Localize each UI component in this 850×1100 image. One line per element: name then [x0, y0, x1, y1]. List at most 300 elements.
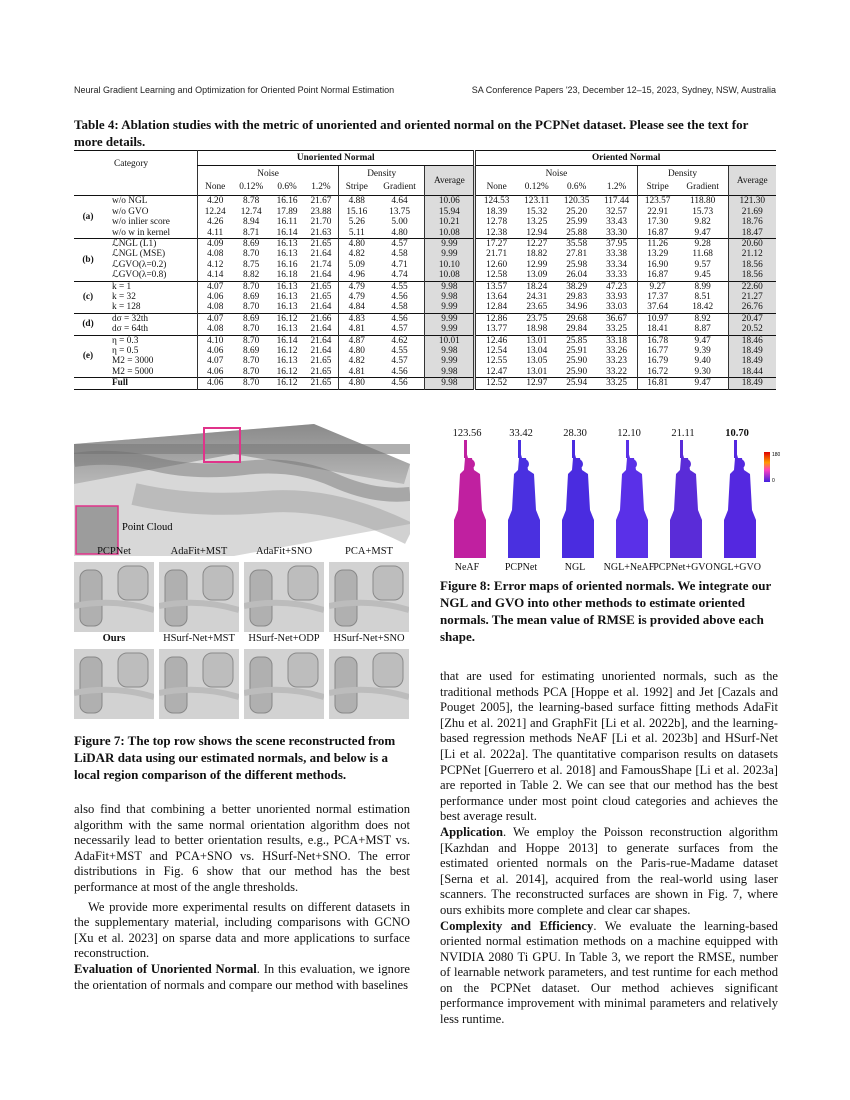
table4-cell: 9.98	[425, 346, 475, 356]
table4-group-label: (b)	[74, 238, 102, 281]
fig8-rmse-value: 21.11	[671, 428, 695, 439]
table4-cell: 33.18	[597, 335, 637, 346]
table4-oriented-density-header: Density	[637, 166, 728, 180]
table4-unoriented-header: Unoriented Normal	[198, 151, 475, 166]
fig7-caption: Figure 7: The top row shows the scene reconstructed from LiDAR data using our estimated normals, and below is a local region comparison of the different methods.	[74, 733, 396, 782]
table4-cell: 12.47	[475, 367, 517, 378]
table4-cell: 21.65	[310, 291, 332, 302]
table4-cell: 21.64	[310, 324, 332, 335]
fig8-caption: Figure 8: Error maps of oriented normals. We integrate our NGL and GVO into other methods to estimate oriented normals. The mean value of RMSE is provided above each shape.	[440, 578, 771, 644]
table4-cell: 29.84	[566, 324, 588, 335]
left-paragraph-1: also find that combining a better unoriented normal estimation algorithm with the same normal orientation algorithm does not necessarily lead to better orientation results, e.g., PCA+MST vs. AdaFit+MST and PCA+SNO vs. HSurf-Net+SNO. The error distributions in Fig. 6 show that our method has the best performance at most of the angle thresholds.	[74, 802, 410, 894]
table4-cell: 4.20	[198, 196, 232, 207]
table4-cell: 16.78	[637, 335, 678, 346]
table4-cell: 9.40	[694, 356, 711, 367]
right-paragraph-2-title: Application	[440, 824, 503, 839]
table4-cell: 4.56	[375, 313, 425, 324]
table4-cell: 4.87	[338, 335, 374, 346]
table4-cell: 16.13	[276, 302, 298, 313]
table4-cell: 4.07	[198, 281, 232, 292]
table4-cell: 37.95	[597, 238, 637, 249]
table4-cell: 4.58	[391, 249, 408, 260]
fig8-colorbar-max: 180	[772, 452, 780, 458]
table4-cell: 8.70	[243, 366, 260, 377]
table4-cell: 4.08	[198, 249, 232, 259]
table4-cell: 5.26	[338, 217, 374, 227]
table4-cell: 16.13	[270, 281, 304, 292]
table4-cell: 16.13	[276, 356, 298, 367]
table4-oriented-subheader: 0.6%	[566, 182, 587, 193]
table-row	[74, 367, 776, 378]
table4-cell: 21.27	[728, 292, 776, 302]
table4-cell: 8.94	[243, 217, 260, 228]
table4-cell: 9.82	[694, 217, 711, 228]
table4-cell: 4.82	[338, 249, 374, 259]
table4-row-label: M2 = 3000	[112, 356, 154, 367]
table4-cell: 21.64	[310, 249, 332, 260]
table4-cell: 21.71	[475, 249, 517, 259]
table4-cell: 4.55	[375, 281, 425, 292]
table4-cell: 4.83	[338, 313, 374, 324]
table4-cell: 9.99	[425, 302, 475, 313]
fig7-point-cloud-label: Point Cloud	[122, 522, 173, 533]
table4-oriented-average-header: Average	[728, 166, 776, 196]
table4-cell: 8.70	[232, 281, 270, 292]
table4-cell: 15.32	[526, 206, 548, 217]
table4-cell: 32.57	[606, 206, 628, 217]
table4-cell: 11.68	[692, 249, 713, 260]
table4-cell: 12.55	[475, 356, 517, 366]
table4-cell: 4.56	[391, 366, 408, 377]
fig8-method-label: NGL+GVO	[713, 562, 761, 573]
table4-cell: 121.30	[728, 196, 776, 207]
table4-cell: 18.42	[692, 302, 714, 313]
table4-cell: 18.44	[728, 367, 776, 378]
table-row	[74, 302, 776, 313]
table4-cell: 18.49	[728, 378, 776, 389]
table4-cell: 4.07	[198, 313, 232, 324]
table4-cell: 10.08	[425, 228, 475, 239]
table4-unoriented-noise-header: Noise	[198, 166, 339, 180]
table4-oriented-header: Oriented Normal	[475, 151, 776, 166]
right-paragraph-3: . We evaluate the learning-based oriented normal estimation methods on a machine equipped with NVIDIA 2080 Ti GPU. In Table 3, we report the RMSE, number of learnable network parameters, and test runtime for each method on the PCPNet dataset. Our method achieves significant performance improvement with minimal parameters and relatively less runtime.	[440, 918, 778, 1027]
fig8-rmse-value: 28.30	[563, 428, 587, 439]
table4-cell: 16.12	[270, 378, 304, 389]
table4-row-label: w/o GVO	[112, 206, 149, 217]
fig7-local-region-image	[159, 562, 239, 632]
table4-cell: 21.64	[310, 302, 332, 313]
table4-cell: 25.20	[566, 206, 588, 217]
table4-cell: 4.79	[338, 292, 374, 302]
fig7-method-label: AdaFit+SNO	[255, 546, 313, 557]
table4-cell: 16.13	[276, 324, 298, 335]
table4-cell: 4.06	[198, 367, 232, 378]
table4-cell: 16.16	[276, 259, 298, 270]
fig7-method-label: HSurf-Net+ODP	[248, 633, 320, 644]
table4-cell: 25.88	[566, 227, 588, 238]
table4-cell: 12.60	[475, 260, 517, 270]
table4-cell: 10.10	[425, 260, 475, 270]
fig7-local-region-image	[329, 562, 409, 632]
fig8-error-maps	[440, 440, 780, 564]
table4-cell: 16.13	[276, 291, 298, 302]
table4-cell: 9.99	[425, 356, 475, 366]
table4-row-label: M2 = 5000	[112, 366, 154, 377]
table4-cell: 16.72	[637, 367, 678, 378]
table4-cell: 13.57	[475, 281, 517, 292]
table4-cell: 21.65	[304, 238, 338, 249]
table4-cell: 21.65	[310, 366, 332, 377]
table4-cell: 12.27	[517, 238, 557, 249]
table4-cell: 33.22	[606, 366, 628, 377]
table4-cell: 10.21	[425, 217, 475, 227]
table4-cell: 33.30	[606, 227, 628, 238]
table4-row-label: w/o w in kernel	[112, 227, 171, 238]
table4-cell: 4.09	[198, 238, 232, 249]
table4-cell: 9.45	[694, 270, 711, 281]
table4-cell: 15.16	[338, 207, 374, 217]
table4-cell: 16.12	[270, 313, 304, 324]
table4-cell: 21.65	[310, 356, 332, 367]
fig8-method-label: PCPNet	[504, 562, 538, 573]
table4-cell: 8.51	[694, 291, 711, 302]
table4-cell: 25.85	[557, 335, 597, 346]
table-row	[74, 346, 776, 356]
table4-cell: 9.47	[694, 227, 711, 238]
table4-cell: 16.79	[637, 356, 678, 366]
table4-cell: 22.60	[728, 281, 776, 292]
table4-cell: 9.99	[425, 324, 475, 335]
table4-cell: 20.52	[728, 324, 776, 335]
fig7-local-region-image	[329, 649, 409, 719]
table4-cell: 4.08	[198, 324, 232, 335]
table4-cell: 13.25	[526, 217, 548, 228]
table4-cell: 26.04	[566, 270, 588, 281]
table4-cell: 12.74	[240, 206, 262, 217]
table4-group-label: (d)	[74, 313, 102, 335]
table-row	[74, 281, 776, 292]
table4-cell: 10.08	[425, 270, 475, 281]
table4-cell: 4.81	[338, 367, 374, 378]
table4-cell: 8.92	[678, 313, 728, 324]
table4-cell: 4.80	[338, 346, 374, 356]
table4-cell: 33.26	[606, 346, 628, 356]
table4-cell: 20.60	[728, 238, 776, 249]
right-paragraph-1: that are used for estimating unoriented normals, such as the traditional methods PCA [Hoppe et al. 1992] and Jet [Cazals and Pouget 2005], the learning-based surface fitting methods AdaFit [Zhu et al. 2021] and GraphFit [Li et al. 2022b], and the learning-based regression methods NeAF [Li et al. 2023b] and HSurf-Net [Li et al. 2022a]. The quantitative comparison results on datasets PCPNet [Guerrero et al. 2018] and FamousShape [Li et al. 2023a] are reported in Table 2. We can see that our method has the best performance under most point cloud categories and achieves the best average result.	[440, 669, 778, 824]
table4-row-label: ℒNGL (MSE)	[112, 249, 166, 260]
table4-cell: 4.88	[338, 196, 374, 207]
fig7-scene-render	[74, 424, 410, 556]
table4-cell: 5.11	[338, 228, 374, 239]
fig8-colorbar-min: 0	[772, 478, 775, 484]
table4-cell: 8.69	[232, 238, 270, 249]
table4-cell: 25.99	[566, 217, 588, 228]
table4-cell: 17.37	[637, 292, 678, 302]
table4-cell: 13.77	[475, 324, 517, 335]
table4-cell: 25.90	[566, 366, 588, 377]
table4-cell: 4.62	[375, 335, 425, 346]
table4-cell: 12.78	[475, 217, 517, 227]
table4-cell: 47.23	[597, 281, 637, 292]
table4-cell: 120.35	[557, 196, 597, 207]
table4-cell: 18.56	[728, 270, 776, 281]
table4-row-label: ℒNGL (L1)	[102, 238, 198, 249]
fig7-local-region-image	[74, 649, 154, 719]
table4-row-label: dσ = 32th	[102, 313, 198, 324]
table-row	[74, 270, 776, 281]
table4-cell: 5.09	[338, 260, 374, 270]
table4-row-label: k = 128	[112, 302, 141, 313]
table4-cell: 13.29	[637, 249, 678, 259]
table-row	[74, 238, 776, 249]
fig7-method-label: AdaFit+MST	[170, 546, 228, 557]
fig7-method-label: PCA+MST	[345, 546, 393, 557]
table4-cell: 21.65	[304, 281, 338, 292]
table4-cell: 21.64	[310, 270, 332, 281]
table4-row-label: dσ = 64th	[112, 324, 149, 335]
table4-cell: 16.16	[270, 196, 304, 207]
table4-cell: 4.96	[338, 270, 374, 281]
table4-cell: 18.41	[637, 324, 678, 335]
table4-cell: 4.12	[198, 260, 232, 270]
table4-cell: 36.67	[597, 313, 637, 324]
table4-cell: 123.11	[517, 196, 557, 207]
table4-cell: 33.23	[606, 356, 628, 367]
table4-cell: 9.99	[425, 249, 475, 259]
table4-cell: 25.98	[566, 259, 588, 270]
running-header-right: SA Conference Papers '23, December 12–15, 2023, Sydney, NSW, Australia	[471, 85, 776, 95]
fig8-rmse-value: 12.10	[617, 428, 641, 439]
table4-cell: 8.69	[232, 313, 270, 324]
fig7-local-region-image	[244, 649, 324, 719]
fig8-method-label: PCPNet+GVO	[653, 562, 713, 573]
table4-unoriented-subheader: 0.12%	[239, 182, 264, 193]
table4-cell: 16.14	[276, 227, 298, 238]
table4-cell: 21.74	[310, 259, 332, 270]
table4-row-label: η = 0.5	[112, 346, 139, 356]
table4-cell: 18.46	[728, 335, 776, 346]
table-row	[74, 207, 776, 217]
table4-cell: 10.01	[425, 335, 475, 346]
table4-cell: 8.82	[243, 270, 260, 281]
fig8-rmse-value: 123.56	[452, 428, 482, 439]
fig7-method-label: PCPNet	[97, 546, 131, 557]
table4-cell: 12.46	[475, 335, 517, 346]
table4-cell: 33.38	[606, 249, 628, 260]
table4-oriented-noise-header: Noise	[475, 166, 637, 180]
table4-cell: 23.88	[310, 206, 332, 217]
table4-row-label: k = 32	[112, 291, 136, 302]
table4-cell: 33.43	[606, 217, 628, 228]
table4-cell: 18.49	[728, 356, 776, 366]
table4-cell: 12.58	[475, 270, 517, 281]
fig7-method-label: Ours	[102, 633, 126, 644]
table4-cell: 8.70	[243, 356, 260, 367]
table4-cell: 9.27	[637, 281, 678, 292]
table4-cell: 8.78	[232, 196, 270, 207]
table4-cell: 23.65	[526, 302, 548, 313]
table4-empty-cell	[74, 378, 102, 389]
table4-cell: 13.64	[475, 292, 517, 302]
table4-cell: 4.10	[198, 335, 232, 346]
fig7-method-label: HSurf-Net+MST	[163, 633, 235, 644]
table4-cell: 8.70	[243, 249, 260, 260]
table4-cell: 12.84	[475, 302, 517, 313]
table4-cell: 4.55	[391, 346, 408, 356]
table4-cell: 33.25	[597, 378, 637, 389]
table4-row-label: ℒGVO(λ=0.2)	[112, 259, 167, 270]
table4-cell: 12.94	[526, 227, 548, 238]
table4-cell: 4.56	[375, 378, 425, 389]
table4-cell: 10.97	[637, 313, 678, 324]
table4-row-label: η = 0.3	[102, 335, 198, 346]
table4-cell: 18.98	[526, 324, 548, 335]
table4-cell: 25.94	[557, 378, 597, 389]
left-paragraph-3-title: Evaluation of Unoriented Normal	[74, 961, 257, 976]
table4-cell: 4.26	[198, 217, 232, 227]
table4-cell: 4.80	[391, 227, 408, 238]
table4-cell: 35.58	[557, 238, 597, 249]
table4-cell: 13.01	[526, 366, 548, 377]
table4-cell: 16.87	[637, 270, 678, 281]
table4-cell: 4.57	[391, 356, 408, 367]
table4-unoriented-density-header: Density	[338, 166, 424, 180]
table4-cell: 4.06	[198, 292, 232, 302]
table4-cell: 16.13	[276, 249, 298, 260]
table4-cell: 18.49	[728, 346, 776, 356]
table4-cell: 29.83	[566, 291, 588, 302]
table4-oriented-subheader: 0.12%	[524, 182, 549, 193]
right-paragraph-3-title: Complexity and Efficiency	[440, 918, 594, 933]
table4-cell: 9.28	[678, 238, 728, 249]
table4-cell: 21.63	[310, 227, 332, 238]
table4-cell: 18.24	[517, 281, 557, 292]
table4-cell: 4.74	[391, 270, 408, 281]
table-row	[74, 313, 776, 324]
fig8-rmse-value: 33.42	[509, 428, 533, 439]
table4-cell: 21.67	[304, 196, 338, 207]
table4-cell: 33.25	[606, 324, 628, 335]
table4-cell: 18.76	[728, 217, 776, 227]
table4-cell: 4.64	[375, 196, 425, 207]
table4-cell: 21.70	[310, 217, 332, 228]
table4-cell: 17.27	[475, 238, 517, 249]
running-header-left: Neural Gradient Learning and Optimization for Oriented Point Normal Estimation	[74, 85, 395, 95]
table4-cell: 4.56	[391, 291, 408, 302]
fig7-local-region-image	[159, 649, 239, 719]
table4-cell: 8.69	[243, 291, 260, 302]
table-row	[74, 335, 776, 346]
table4-cell: 13.04	[526, 346, 548, 356]
table4-cell: 21.66	[304, 313, 338, 324]
table4-cell: 9.30	[694, 366, 711, 377]
table4-cell: 8.71	[243, 227, 260, 238]
fig8-method-label: NGL	[564, 562, 586, 573]
table-row	[74, 249, 776, 259]
table4-ablation	[74, 150, 776, 390]
table4-cell: 9.99	[425, 238, 475, 249]
table4-cell: 4.80	[338, 378, 374, 389]
table4-group-label: (a)	[74, 196, 102, 239]
table4-cell: 10.06	[425, 196, 475, 207]
table4-cell: 4.58	[391, 302, 408, 313]
table4-cell: 9.57	[694, 259, 711, 270]
table4-cell: 33.93	[606, 291, 628, 302]
table4-cell: 8.70	[232, 335, 270, 346]
table4-cell: 17.89	[276, 206, 298, 217]
table4-cell: 16.90	[637, 260, 678, 270]
table4-cell: 8.99	[678, 281, 728, 292]
table4-oriented-subheader: None	[475, 180, 517, 196]
table4-cell: 4.80	[338, 238, 374, 249]
fig7-local-region-image	[244, 562, 324, 632]
table4-cell: 16.12	[276, 346, 298, 356]
table4-unoriented-subheader: 1.2%	[311, 182, 331, 193]
table4-cell: 4.57	[375, 238, 425, 249]
table4-unoriented-subheader: 0.6%	[277, 182, 297, 193]
table4-cell: 9.98	[425, 367, 475, 378]
table4-cell: 8.70	[232, 378, 270, 389]
fig7-local-region-image	[74, 562, 154, 632]
table4-cell: 12.99	[526, 259, 548, 270]
table4-cell: 4.57	[391, 324, 408, 335]
table4-cell: 21.69	[728, 207, 776, 217]
table4-cell: 18.56	[728, 260, 776, 270]
table4-cell: 4.84	[338, 302, 374, 313]
table4-unoriented-subheader: None	[198, 180, 232, 196]
table4-cell: 12.38	[475, 228, 517, 239]
table-row	[74, 260, 776, 270]
table4-cell: 9.47	[678, 378, 728, 389]
table4-cell: 18.39	[475, 207, 517, 217]
table-row	[74, 217, 776, 227]
fig8-method-label: NGL+NeAF	[603, 562, 655, 573]
table4-cell: 8.75	[243, 259, 260, 270]
table4-cell: 20.47	[728, 313, 776, 324]
table4-cell: 12.86	[475, 313, 517, 324]
table4-cell: 21.12	[728, 249, 776, 259]
table4-cell: 8.70	[243, 302, 260, 313]
table4-cell: 17.30	[637, 217, 678, 227]
table4-cell: 13.01	[517, 335, 557, 346]
table4-cell: 25.91	[566, 346, 588, 356]
table-row-full	[74, 378, 776, 389]
table4-cell: 9.98	[425, 281, 475, 292]
table4-unoriented-subheader: Stripe	[338, 180, 374, 196]
fig8-method-label: NeAF	[454, 562, 480, 573]
table4-cell: 34.96	[566, 302, 588, 313]
fig8-rmse-value: 10.70	[725, 428, 749, 439]
table4-cell: 9.47	[678, 335, 728, 346]
table4-cell: 9.99	[425, 313, 475, 324]
table4-cell: 25.90	[566, 356, 588, 367]
table4-unoriented-average-header: Average	[425, 166, 475, 196]
table4-cell: 124.53	[475, 196, 517, 207]
table4-cell: 4.81	[338, 324, 374, 335]
table4-cell: 118.80	[678, 196, 728, 207]
table-row	[74, 324, 776, 335]
table4-unoriented-subheader: Gradient	[383, 182, 416, 193]
table4-cell: 4.06	[198, 346, 232, 356]
table4-cell: 9.98	[425, 292, 475, 302]
table4-cell: 37.64	[637, 302, 678, 313]
table4-cell: 5.00	[391, 217, 408, 228]
table4-cell: 18.47	[728, 228, 776, 239]
table4-cell: 29.68	[557, 313, 597, 324]
fig7-method-label: HSurf-Net+SNO	[333, 633, 405, 644]
table4-cell: 9.39	[694, 346, 711, 356]
table4-row-label: ℒGVO(λ=0.8)	[112, 270, 167, 281]
